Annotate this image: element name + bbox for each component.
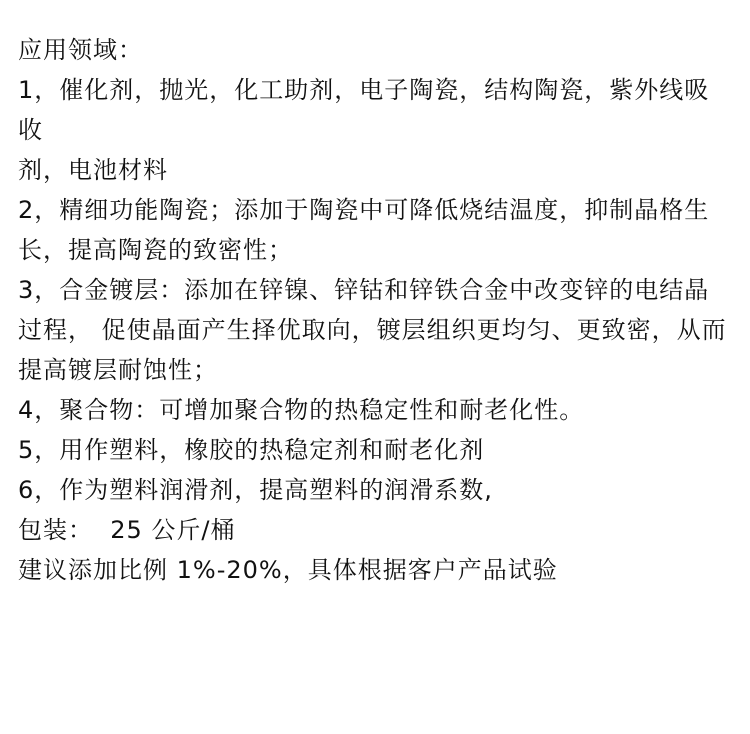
text-line-1: 1，催化剂，抛光，化工助剂，电子陶瓷，结构陶瓷，紫外线吸收 — [18, 76, 710, 144]
text-line-2: 剂，电池材料 — [18, 156, 168, 184]
recommendation-line: 建议添加比例 1%-20%，具体根据客户产品试验 — [18, 556, 558, 584]
text-line-10: 6，作为塑料润滑剂，提高塑料的润滑系数, — [18, 476, 493, 504]
heading-applications: 应用领域： — [18, 36, 143, 64]
text-line-3: 2，精细功能陶瓷；添加于陶瓷中可降低烧结温度，抑制晶格生 — [18, 196, 710, 224]
text-line-5: 3，合金镀层：添加在锌镍、锌钴和锌铁合金中改变锌的电结晶 — [18, 276, 710, 304]
text-line-6: 过程， 促使晶面产生择优取向，镀层组织更均匀、更致密，从而 — [18, 316, 727, 344]
text-line-8: 4，聚合物：可增加聚合物的热稳定性和耐老化性。 — [18, 396, 585, 424]
text-line-7: 提高镀层耐蚀性； — [18, 356, 218, 384]
text-line-9: 5，用作塑料，橡胶的热稳定剂和耐老化剂 — [18, 436, 485, 464]
text-line-4: 长，提高陶瓷的致密性； — [18, 236, 293, 264]
packaging-line: 包装： 25 公斤/桶 — [18, 516, 236, 544]
